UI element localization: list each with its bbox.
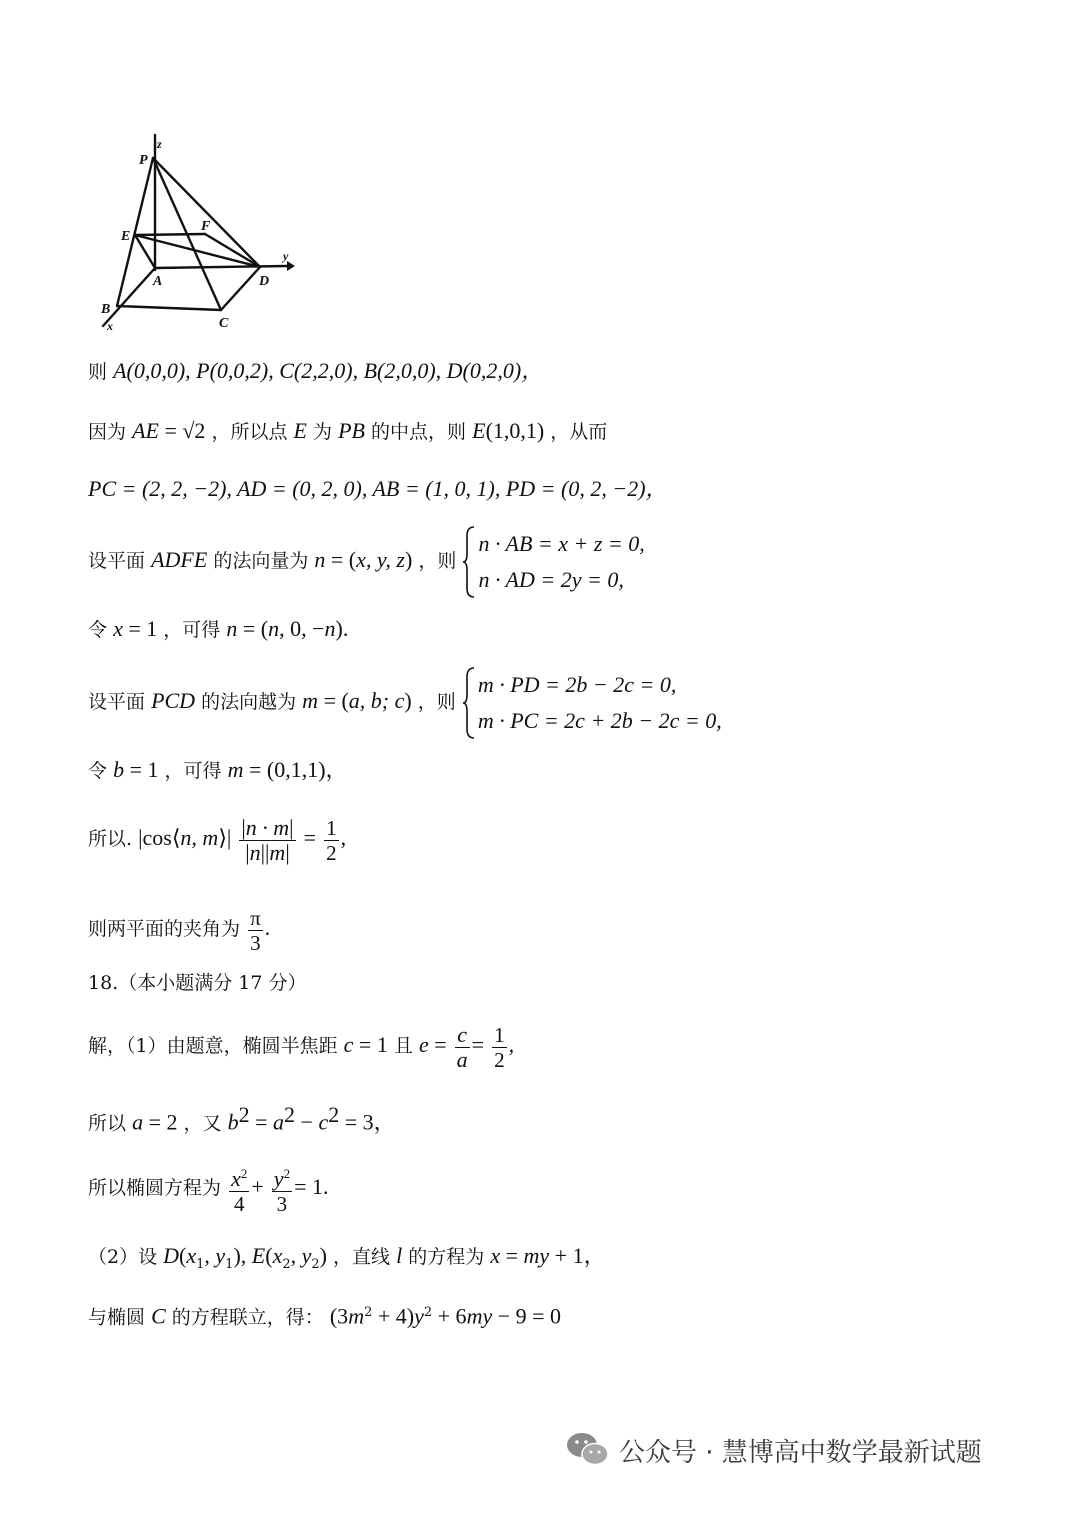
text-segment: ，直线	[333, 1246, 391, 1268]
text-segment: 所以	[88, 1112, 127, 1135]
text-segment: 因为	[88, 421, 127, 443]
half-fraction: $\frac{1}{2}$	[326, 815, 337, 865]
pi-third-fraction: $\frac{\pi}{3}$	[250, 905, 261, 955]
c-over-a: $\frac{c}{a}$	[456, 1021, 468, 1072]
line-combine: 与椭圆 C 的方程联立，得： $(3m^2 + 4)y^2 + 6my - 9 = 0$	[88, 1303, 562, 1329]
text-segment: 的方程为	[408, 1246, 485, 1268]
label-z: z	[157, 137, 162, 151]
label-A: A	[153, 274, 163, 289]
text-segment: 解，（1）由题意，椭圆半焦距	[88, 1035, 338, 1057]
text-segment: 所以.	[88, 828, 133, 850]
label-x: x	[107, 319, 113, 333]
text-segment: 设平面	[88, 550, 146, 572]
text-segment: 令	[88, 760, 108, 782]
text-segment: 与椭圆	[88, 1306, 146, 1329]
text-segment: 的方程联立，得：	[171, 1306, 324, 1329]
text-segment: （2）设	[88, 1246, 158, 1268]
line-plane-adfe: 设平面 ADFE 的法向量为 n = (x, y, z) ，则 n · AB = x + z = 0, n · AD = 2y = 0,	[88, 526, 645, 598]
line-let-x: 令 x = 1 ，可得 n = (n, 0, −n).	[88, 616, 349, 641]
label-C: C	[219, 316, 229, 331]
label-D: D	[259, 274, 270, 289]
line-solution-1: 解，（1）由题意，椭圆半焦距 c = 1 且 e = $\frac{c}{a}$ = $\frac{1}{2}$ ,	[88, 1021, 515, 1072]
text-segment: 为	[313, 421, 333, 443]
equation-system-1	[462, 526, 644, 598]
line-part-2: （2）设 $D(x_1$, $y_1$), $E(x_2$, $y_2$) ，直线 l 的方程为 x = my + 1，	[88, 1243, 606, 1272]
line-e-midpoint: 因为 AE = √2 ，所以点 E 为 PB 的中点，则 E(1,0,1) ，从而	[88, 418, 608, 443]
eq2-row: n · AD = 2y = 0,	[478, 567, 624, 592]
line-vectors	[88, 476, 668, 503]
eq2-row: m · PC = 2c + 2b − 2c = 0,	[477, 708, 722, 733]
label-P: P	[139, 153, 148, 168]
text-segment: ，又	[183, 1112, 222, 1135]
text-segment: 则	[88, 361, 108, 383]
pyramid-figure	[95, 130, 300, 335]
text-segment: 所以椭圆方程为	[88, 1177, 222, 1199]
one-half: $\frac{1}{2}$	[494, 1022, 505, 1072]
text-segment: ，则	[417, 691, 456, 713]
x2-over-4: $\frac{x^2}{4}$	[229, 1162, 249, 1216]
text-segment: ，所以点	[211, 421, 288, 443]
watermark-text: 公众号 · 慧博高中数学最新试题	[619, 1437, 982, 1468]
y2-over-3: $\frac{y^2}{3}$	[272, 1162, 292, 1216]
line-a-value: 所以 a = 2 ，又 $b^2 = a^2 - c^2 = 3$，	[88, 1102, 396, 1135]
line-ellipse-equation: 所以椭圆方程为 $\frac{x^2}{4}$ + $\frac{y^2}{3}$ = 1.	[88, 1157, 328, 1218]
text-segment: 的中点，则	[371, 421, 467, 443]
wechat-icon	[565, 1430, 611, 1470]
line-plane-pcd: 设平面 PCD 的法向越为 m = (a, b; c) ，则 m · PD = 2b − 2c = 0, m · PC = 2c + 2b − 2c = 0,	[88, 667, 722, 739]
label-F: F	[201, 219, 211, 234]
equation-system-2	[462, 667, 722, 739]
text-segment: 的法向越为	[201, 691, 297, 713]
text-segment: 的法向量为	[213, 550, 309, 572]
eq1-row: n · AB = x + z = 0,	[478, 531, 645, 556]
watermark	[565, 1430, 982, 1470]
vectors-text: PC = (2, 2, −2), AD = (0, 2, 0), AB = (1, 0, 1), PD = (0, 2, −2)，	[88, 476, 668, 501]
text-segment: 令	[88, 619, 108, 641]
text-segment: ，从而	[550, 421, 608, 443]
label-B: B	[101, 302, 111, 317]
text-segment: 且	[393, 1035, 413, 1057]
text-segment: 设平面	[88, 691, 146, 713]
coords-text: A(0,0,0), P(0,0,2), C(2,2,0), B(2,0,0), D(0,2,0)，	[113, 358, 544, 383]
line-angle: 则两平面的夹角为 $\frac{\pi}{3}$ .	[88, 905, 271, 955]
label-y: y	[283, 249, 289, 263]
line-cos: 所以. |cos⟨n, m⟩| $\frac{|n \cdot m|}{|n||m|}$ = $\frac{1}{2}$ ,	[88, 814, 347, 865]
text-segment: 则两平面的夹角为	[88, 918, 241, 940]
line-coordinates	[88, 358, 543, 385]
question-18-header	[88, 970, 306, 996]
eq1-row: m · PD = 2b − 2c = 0,	[477, 672, 677, 697]
cos-fraction: $\frac{|n \cdot m|}{|n||m|}$	[241, 814, 294, 865]
text-segment: 18.（本小题满分 17 分）	[88, 972, 307, 994]
text-segment: ，可得	[163, 619, 221, 641]
line-let-b: 令 b = 1 ，可得 m = (0,1,1)，	[88, 757, 348, 782]
text-segment: ，可得	[164, 760, 222, 782]
label-E: E	[121, 229, 131, 244]
text-segment: ，则	[418, 550, 457, 572]
